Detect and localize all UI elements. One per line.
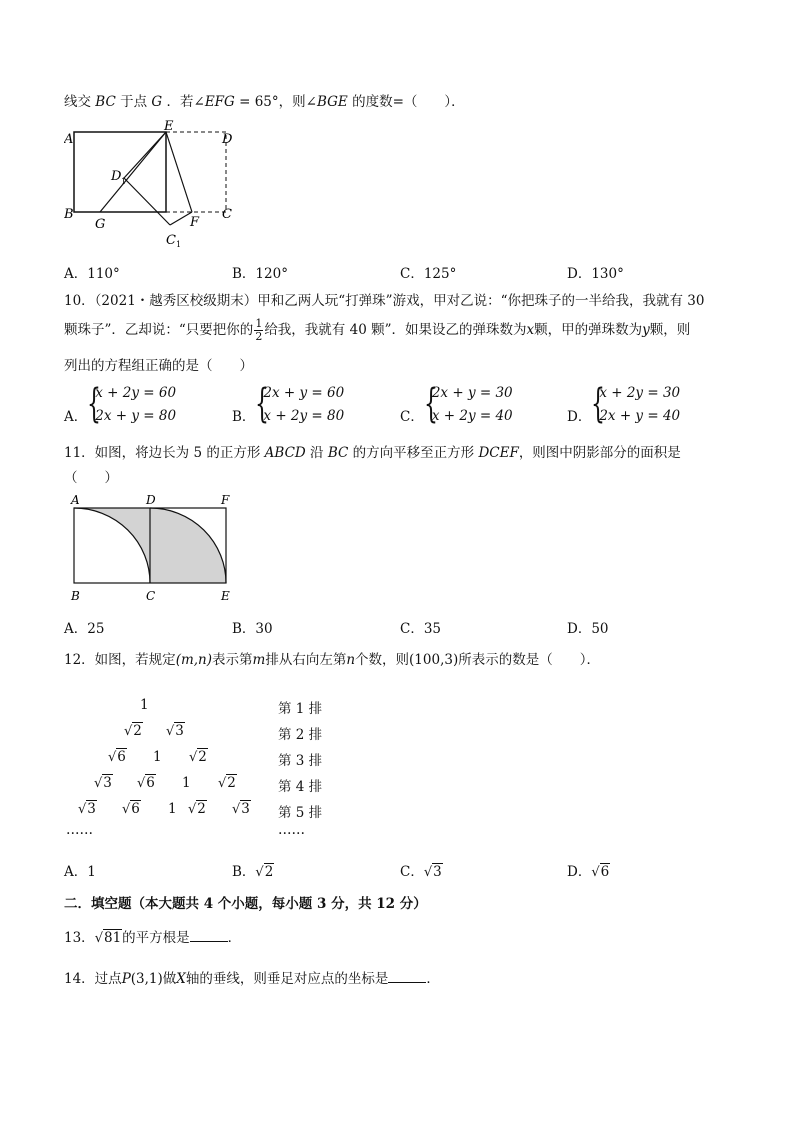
- q12-radicand: 3: [175, 723, 184, 739]
- sqrt-icon: √: [166, 724, 175, 739]
- q9-label-C: C: [222, 207, 232, 222]
- q12-radicand: 3: [241, 801, 250, 817]
- q11-text: 沿: [310, 445, 324, 461]
- q10-equation-system: [424, 382, 513, 428]
- q11-option-a[interactable]: A．25: [64, 621, 105, 637]
- sqrt-icon: √: [94, 776, 103, 791]
- q9-var: EFG: [204, 94, 235, 110]
- q10-brace: {: [423, 381, 438, 427]
- q13-text: ．: [227, 930, 242, 946]
- q11-line1: [64, 441, 681, 461]
- q12-expr: (m,n): [175, 652, 213, 668]
- q12-row-label: 第 4 排: [278, 779, 323, 795]
- q11-label-A: A: [71, 493, 80, 507]
- q9-text: ．若∠: [166, 94, 205, 110]
- sqrt-icon: √: [124, 724, 133, 739]
- q11-shade-right: [150, 508, 226, 583]
- q12-option-d[interactable]: [567, 860, 610, 880]
- q10-eq: 2x + y = 30: [431, 385, 513, 401]
- sqrt-icon: √: [94, 931, 103, 946]
- sqrt-icon: √: [78, 802, 87, 817]
- q10-equation-system: [255, 382, 344, 428]
- q10-text: 颗珠子”．乙却说：“只要把你的: [64, 322, 254, 338]
- sqrt-icon: √: [255, 865, 264, 880]
- q10-option-b[interactable]: [232, 382, 344, 428]
- q12-option-value: 1: [87, 864, 96, 880]
- q12-expr: (100,3): [409, 652, 459, 668]
- q9-question-tail: [64, 90, 465, 110]
- q12-row-label: 第 1 排: [278, 701, 323, 717]
- q9-line-ED1: [124, 132, 166, 178]
- q10-eq: x + 2y = 30: [599, 385, 681, 401]
- q10-brace: {: [591, 381, 606, 427]
- q10-text: 颗，则: [649, 322, 691, 338]
- q11-shade-left: [74, 508, 150, 583]
- q12-row-label: 第 5 排: [278, 805, 323, 821]
- q14-point: (3,1): [130, 971, 163, 987]
- q9-var: G: [151, 94, 163, 110]
- q12-num: 1: [182, 775, 191, 791]
- q14-text: ．: [426, 971, 440, 987]
- q14-text: 做: [162, 971, 177, 987]
- q12-ellipsis: ……: [66, 822, 93, 838]
- q11-text: 11．如图，将边长为 5 的正方形: [64, 445, 261, 461]
- q10-frac-den: 2: [255, 330, 263, 343]
- q12-num: [108, 749, 127, 765]
- q11-label-D: D: [146, 493, 156, 507]
- q13-num: 13．: [64, 930, 95, 946]
- sqrt-icon: √: [423, 865, 433, 880]
- q12-radicand: 2: [197, 801, 206, 817]
- q14-answer-blank[interactable]: [388, 970, 426, 983]
- q13-text: 的平方根是: [122, 930, 190, 946]
- q10-option-label: B．: [232, 408, 256, 425]
- q9-label-D: D: [222, 132, 233, 147]
- q12-option-value: 2: [264, 864, 274, 880]
- sqrt-icon: √: [137, 776, 146, 791]
- q12-num: [189, 749, 208, 765]
- q12-num: [124, 723, 143, 739]
- q10-line2: [64, 318, 690, 343]
- q10-brace: {: [255, 381, 270, 427]
- q10-text: 给我，我就有 40 颗”．如果设乙的弹珠数为: [264, 322, 527, 338]
- q12-option-label: D．: [567, 864, 592, 880]
- q11-text: ，则图中阴影部分的面积是: [518, 445, 681, 461]
- q12-text: 表示第: [212, 652, 253, 668]
- q9-label-F: F: [190, 215, 200, 230]
- q9-line-EG: [100, 132, 166, 212]
- q10-equation-system: [87, 382, 176, 428]
- q9-text: 于点: [120, 94, 148, 110]
- q9-line-D1C1: [124, 178, 170, 225]
- q9-figure: [64, 120, 244, 250]
- sqrt-icon: √: [108, 750, 117, 765]
- q12-num: [122, 801, 141, 817]
- q10-text: 颗，甲的弹珠数为: [534, 322, 643, 338]
- q11-label-B: B: [71, 589, 80, 603]
- q9-text: 线交: [64, 94, 91, 110]
- q9-label-E: E: [164, 120, 174, 134]
- q10-eq: x + 2y = 60: [95, 385, 177, 401]
- q10-option-label: A．: [64, 408, 88, 425]
- q12-num: [232, 801, 251, 817]
- q12-num: [94, 775, 113, 791]
- q9-line-C1F: [170, 212, 192, 225]
- sqrt-icon: √: [122, 802, 131, 817]
- q12-radicand: 2: [227, 775, 236, 791]
- q10-option-a[interactable]: [64, 382, 176, 428]
- q12-radicand: 2: [198, 749, 207, 765]
- q12-option-c[interactable]: [400, 860, 443, 880]
- q10-var-x: x: [526, 322, 535, 338]
- q11-label-F: F: [221, 493, 230, 507]
- q10-line1: 10．（2021・越秀区校级期末）甲和乙两人玩“打弹珠”游戏，甲对乙说：“你把珠子的一半给我，我就有 30: [64, 293, 705, 309]
- q11-var: BC: [327, 445, 349, 461]
- q12-num: [188, 801, 207, 817]
- q12-text: 所表示的数是（ ）．: [458, 652, 600, 668]
- q9-text: 的度数=（ ）．: [347, 94, 465, 110]
- q9-text: = 65°，则∠: [234, 94, 317, 110]
- q12-option-label: A．: [64, 864, 88, 880]
- q14-text: 14．过点: [64, 971, 122, 987]
- q9-label-C1-sub: 1: [176, 240, 182, 249]
- q9-var: BC: [95, 94, 116, 110]
- q12-radicand: 6: [146, 775, 155, 791]
- q10-eq: x + 2y = 40: [431, 408, 513, 424]
- q12-var: m: [252, 652, 266, 668]
- q9-rect-dashed: [166, 132, 226, 212]
- q12-text: 排从右向左第: [265, 652, 347, 668]
- section-title-fill-in: 二．填空题（本大题共 4 个小题，每小题 3 分，共 12 分）: [64, 896, 427, 912]
- sqrt-icon: √: [189, 750, 198, 765]
- q12-row-label: 第 3 排: [278, 753, 323, 769]
- q11-option-d[interactable]: D．50: [567, 621, 609, 637]
- q9-label-D1: D: [111, 169, 122, 184]
- q13-radicand: 81: [103, 930, 122, 946]
- q10-eq: 2x + y = 80: [95, 408, 177, 424]
- sqrt-icon: √: [232, 802, 241, 817]
- q11-option-b[interactable]: B．30: [232, 621, 273, 637]
- q12-text: 个数，则: [355, 652, 410, 668]
- q12-num: [166, 723, 185, 739]
- q10-brace: {: [87, 381, 102, 427]
- sqrt-icon: √: [591, 865, 600, 880]
- q9-label-B: B: [64, 207, 74, 222]
- q11-label-C: C: [146, 589, 156, 603]
- q12-radicand: 3: [103, 775, 112, 791]
- q13-line: [64, 926, 241, 946]
- q12-num: 1: [153, 749, 162, 765]
- q10-eq: 2x + y = 40: [599, 408, 681, 424]
- q9-label-C1: C: [166, 233, 176, 248]
- q12-line1: [64, 648, 600, 668]
- q12-option-label: B．: [232, 864, 256, 880]
- q12-radicand: 2: [133, 723, 142, 739]
- q12-option-a[interactable]: [64, 860, 96, 880]
- q12-option-b[interactable]: [232, 860, 274, 880]
- q9-line-EF: [166, 132, 192, 212]
- q14-text: 轴的垂线，则垂足对应点的坐标是: [185, 971, 389, 987]
- q9-label-A: A: [64, 132, 74, 147]
- q11-var: ABCD: [264, 445, 306, 461]
- q13-answer-blank[interactable]: [190, 929, 228, 942]
- q12-num: [218, 775, 237, 791]
- q14-var: X: [176, 971, 186, 987]
- q12-num: 1: [140, 697, 149, 713]
- q9-label-G: G: [95, 217, 106, 232]
- q10-option-label: D．: [567, 408, 592, 425]
- q10-option-c[interactable]: [400, 382, 513, 428]
- q11-line2: （ ）: [64, 470, 118, 486]
- q12-row-label: 第 2 排: [278, 727, 323, 743]
- q12-var: n: [346, 652, 356, 668]
- q12-radicand: 6: [117, 749, 126, 765]
- q12-radicand: 3: [87, 801, 96, 817]
- q11-var: DCEF: [478, 445, 519, 461]
- q9-option-c[interactable]: C．125°: [400, 266, 457, 282]
- q12-ellipsis: ……: [278, 822, 305, 838]
- q10-eq: 2x + y = 60: [263, 385, 345, 401]
- q9-option-a[interactable]: A．110°: [64, 266, 120, 282]
- q11-option-c[interactable]: C．35: [400, 621, 442, 637]
- q10-option-d[interactable]: [567, 382, 680, 428]
- q12-num: 1: [168, 801, 177, 817]
- sqrt-icon: √: [218, 776, 227, 791]
- q11-text: 的方向平移至正方形: [352, 445, 475, 461]
- q10-option-label: C．: [400, 408, 424, 425]
- q9-option-b[interactable]: B．120°: [232, 266, 288, 282]
- q12-option-value: 6: [600, 864, 610, 880]
- q9-label-D1-sub: 1: [121, 177, 127, 186]
- q9-var: BGE: [316, 94, 348, 110]
- q10-equation-system: [591, 382, 680, 428]
- q12-text: 12．如图，若规定: [64, 652, 176, 668]
- q14-line: [64, 967, 440, 987]
- q11-label-E: E: [221, 589, 230, 603]
- sqrt-icon: √: [188, 802, 197, 817]
- q10-eq: x + 2y = 80: [263, 408, 345, 424]
- q10-var-y: y: [642, 322, 650, 338]
- q10-line3: 列出的方程组正确的是（ ）: [64, 358, 253, 374]
- q11-figure: [64, 490, 244, 608]
- q10-frac-num: 1: [255, 317, 263, 330]
- q12-option-label: C．: [400, 864, 424, 880]
- q9-option-d[interactable]: D．130°: [567, 266, 624, 282]
- q12-num: [137, 775, 156, 791]
- q12-option-value: 3: [433, 864, 442, 880]
- q14-var: P: [121, 971, 131, 987]
- q12-radicand: 6: [131, 801, 140, 817]
- q10-fraction: [254, 318, 263, 343]
- q12-num: [78, 801, 97, 817]
